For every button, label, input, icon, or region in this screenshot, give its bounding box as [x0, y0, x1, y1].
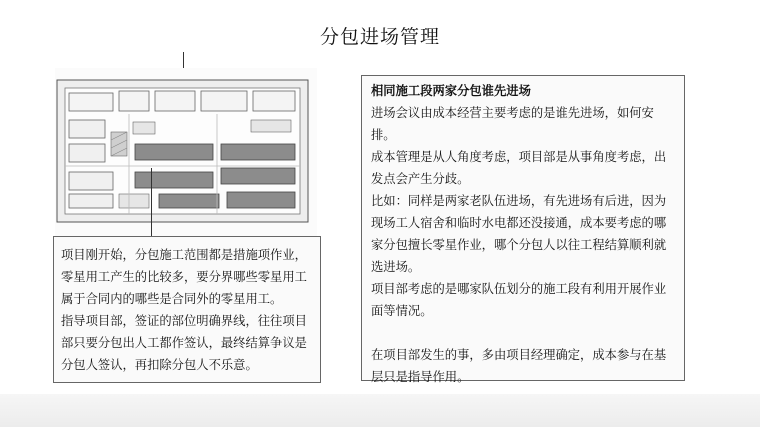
left-note-paragraph-2: 指导项目部，签证的部位明确界线，往往项目部只要分包出人工都作签认，最终结算争议是分包人签认，再扣除分包人不乐意。 — [61, 314, 307, 372]
right-note-paragraph-3: 比如：同样是两家老队伍进场，有先进场有后进，因为现场工人宿舍和临时水电都还没接通，成本要考虑的哪家分包擅长零星作业，哪个分包人以往工程结算顺利就选进场。 — [371, 194, 667, 274]
page-title: 分包进场管理 — [319, 26, 440, 48]
site-plan-image — [55, 68, 317, 236]
right-note-box — [361, 75, 685, 384]
right-note-paragraph-1: 进场会议由成本经营主要考虑的是谁先进场，如何安排。 — [371, 106, 654, 142]
footer-band — [0, 394, 760, 427]
right-note-paragraph-4: 项目部考虑的是哪家队伍划分的施工段有利用开展作业面等情况。 — [371, 282, 667, 318]
right-note-heading: 相同施工段两家分包谁先进场 — [371, 84, 531, 98]
left-note-paragraph-1: 项目刚开始，分包施工范围都是措施项作业，零星用工产生的比较多，要分界哪些零星用工属于合同内的哪些是合同外的零星用工。 — [61, 248, 307, 306]
right-note-closing: 在项目部发生的事，多由项目经理确定，成本参与在基层只是指导作用。 — [371, 348, 667, 384]
paragraph-gap — [371, 322, 675, 344]
left-note-box — [53, 236, 321, 383]
site-plan-drawing — [55, 68, 317, 236]
right-note-paragraph-2: 成本管理是从人角度考虑，项目部是从事角度考虑，出发点会产生分歧。 — [371, 150, 667, 186]
connector-line-bottom — [151, 168, 152, 236]
